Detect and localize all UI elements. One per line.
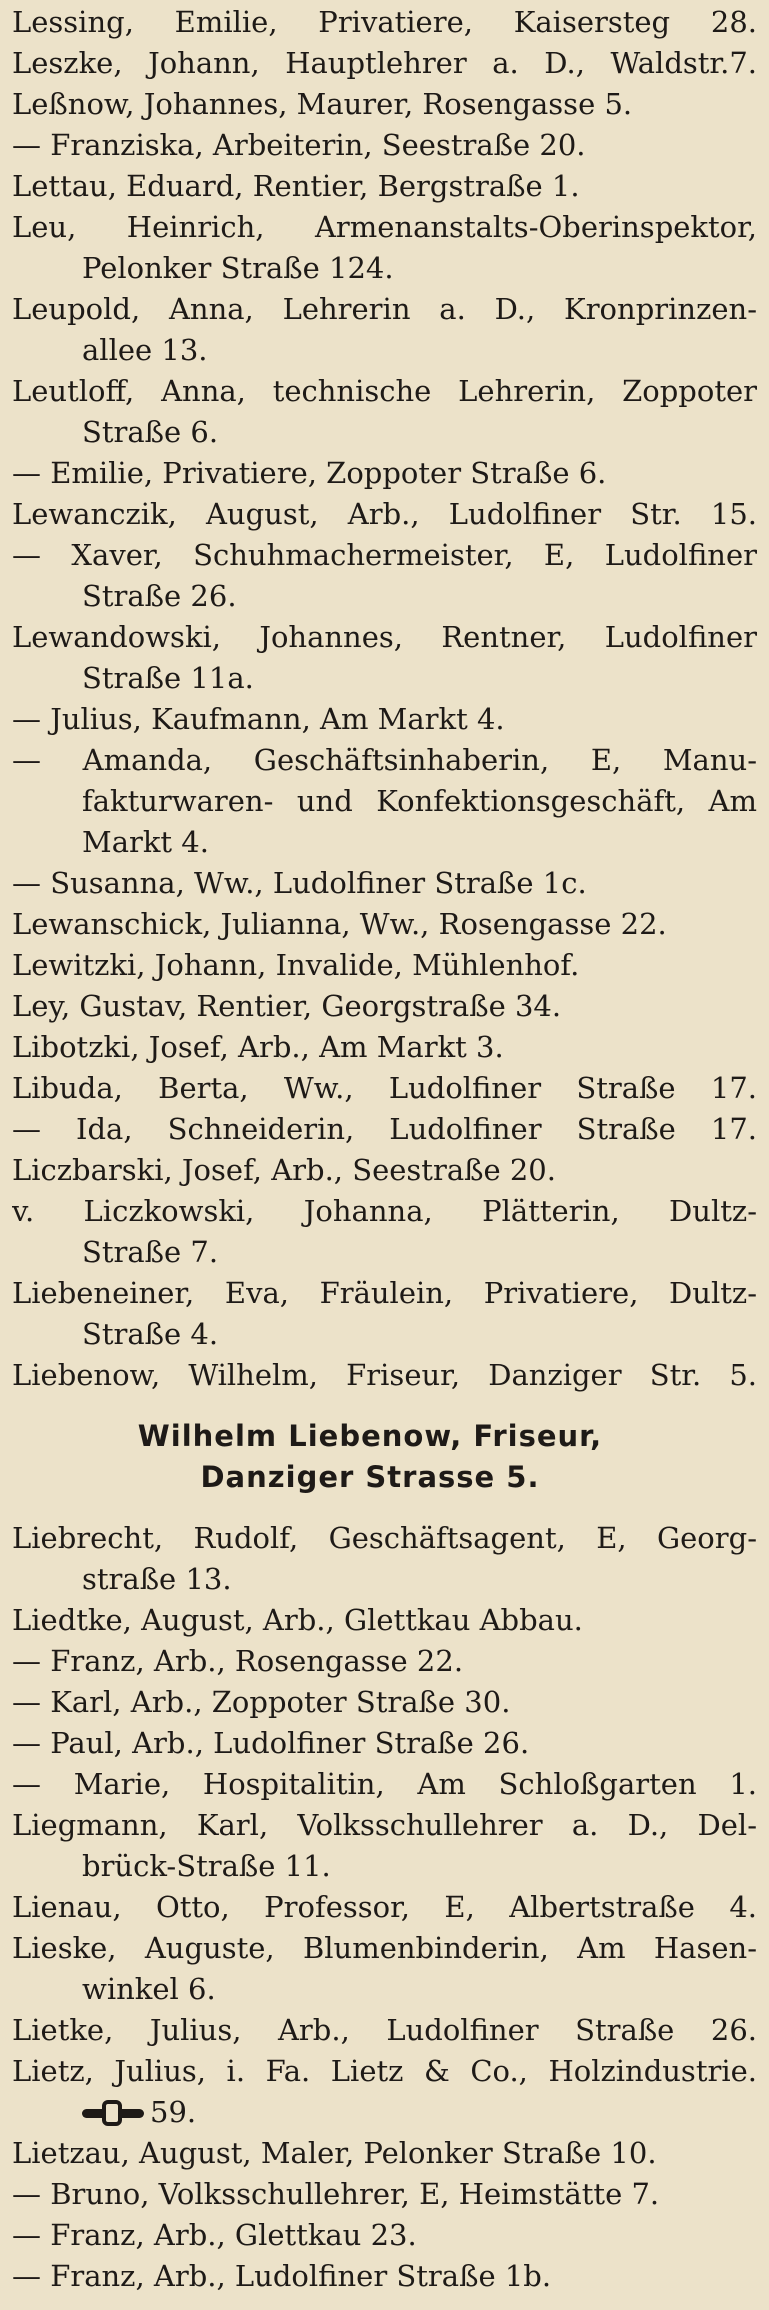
entry-continuation: Straße 4. — [82, 1317, 219, 1351]
entry-line: Lettau, Eduard, Rentier, Bergstraße 1. — [12, 169, 580, 203]
entry-line: Lietzau, August, Maler, Pelonker Straße 10. — [12, 2136, 657, 2170]
entry-line: — Paul, Arb., Ludolfiner Straße 26. — [12, 1726, 530, 1760]
entry-line: Leszke, Johann, Hauptlehrer a. D., Waldstr.7. — [12, 46, 757, 80]
entry-continuation: Pelonker Straße 124. — [82, 251, 394, 285]
entry-line: Lienau, Otto, Professor, E, Albertstraße 4. — [12, 1890, 757, 1924]
entry-line: — Xaver, Schuhmachermeister, E, Ludolfiner — [12, 538, 757, 572]
entry-continuation: fakturwaren- und Konfektionsgeschäft, Am — [82, 784, 757, 818]
entry-line: — Karl, Arb., Zoppoter Straße 30. — [12, 1685, 511, 1719]
entry-continuation: brück-Straße 11. — [82, 1849, 331, 1883]
entry-line: Leupold, Anna, Lehrerin a. D., Kronprinzen- — [12, 292, 757, 326]
entry-line: — Emilie, Privatiere, Zoppoter Straße 6. — [12, 456, 607, 490]
entry-line: Lietke, Julius, Arb., Ludolfiner Straße 26. — [12, 2013, 757, 2047]
entry-line: Ley, Gustav, Rentier, Georgstraße 34. — [12, 989, 562, 1023]
entry-line: Libuda, Berta, Ww., Ludolfiner Straße 17. — [12, 1071, 757, 1105]
advertisement-line: Wilhelm Liebenow, Friseur, — [137, 1419, 603, 1453]
entry-line: — Franz, Arb., Ludolfiner Straße 1b. — [12, 2259, 552, 2293]
entry-line: Lewandowski, Johannes, Rentner, Ludolfiner — [12, 620, 757, 654]
entry-line: Libotzki, Josef, Arb., Am Markt 3. — [12, 1030, 504, 1064]
entry-line: — Julius, Kaufmann, Am Markt 4. — [12, 702, 505, 736]
advertisement-line: Danziger Strasse 5. — [200, 1460, 540, 1494]
entry-line: — Franziska, Arbeiterin, Seestraße 20. — [12, 128, 586, 162]
entry-continuation: Straße 6. — [82, 415, 219, 449]
entry-line: v. Liczkowski, Johanna, Plätterin, Dultz- — [12, 1194, 757, 1228]
entry-line: — Ida, Schneiderin, Ludolfiner Straße 17. — [12, 1112, 757, 1146]
entry-line: — Susanna, Ww., Ludolfiner Straße 1c. — [12, 866, 587, 900]
entry-line: Lietz, Julius, i. Fa. Lietz & Co., Holzindustrie. — [12, 2054, 757, 2088]
entry-line: Leßnow, Johannes, Maurer, Rosengasse 5. — [12, 87, 633, 121]
entry-line: Liedtke, August, Arb., Glettkau Abbau. — [12, 1603, 583, 1637]
entry-line: Liczbarski, Josef, Arb., Seestraße 20. — [12, 1153, 556, 1187]
telephone-icon — [82, 2100, 144, 2126]
entry-line: — Franz, Arb., Glettkau 23. — [12, 2218, 417, 2252]
entry-continuation: allee 13. — [82, 333, 208, 367]
entry-line: Lewanczik, August, Arb., Ludolfiner Str. 15. — [12, 497, 757, 531]
entry-line: Lewanschick, Julianna, Ww., Rosengasse 22. — [12, 907, 667, 941]
entry-line: — Amanda, Geschäftsinhaberin, E, Manu- — [12, 743, 757, 777]
entry-continuation: Straße 26. — [82, 579, 237, 613]
entry-line: Liebeneiner, Eva, Fräulein, Privatiere, Dultz- — [12, 1276, 757, 1310]
entry-line: — Franz, Arb., Rosengasse 22. — [12, 1644, 464, 1678]
entry-line: Liebrecht, Rudolf, Geschäftsagent, E, Georg- — [12, 1521, 757, 1555]
entry-continuation: Markt 4. — [82, 825, 209, 859]
entry-line: Liebenow, Wilhelm, Friseur, Danziger Str. 5. — [12, 1358, 757, 1392]
entry-continuation — [82, 2092, 757, 2133]
entry-continuation: winkel 6. — [82, 1972, 216, 2006]
entry-line: — Bruno, Volksschullehrer, E, Heimstätte 7. — [12, 2177, 660, 2211]
entry-line: Lewitzki, Johann, Invalide, Mühlenhof. — [12, 948, 580, 982]
entry-line: Leutloff, Anna, technische Lehrerin, Zoppoter — [12, 374, 757, 408]
entry-line: Lieske, Auguste, Blumenbinderin, Am Hasen- — [12, 1931, 757, 1965]
telephone-number: 59. — [150, 2095, 197, 2129]
entry-line: Lessing, Emilie, Privatiere, Kaisersteg 28. — [12, 5, 757, 39]
entry-continuation: Straße 7. — [82, 1235, 219, 1269]
entry-line: Liegmann, Karl, Volksschullehrer a. D., Del- — [12, 1808, 757, 1842]
entry-continuation: straße 13. — [82, 1562, 232, 1596]
entry-continuation: Straße 11a. — [82, 661, 254, 695]
entry-line: — Marie, Hospitalitin, Am Schloßgarten 1. — [12, 1767, 757, 1801]
entry-line: Leu, Heinrich, Armenanstalts-Oberinspektor, — [12, 210, 757, 244]
